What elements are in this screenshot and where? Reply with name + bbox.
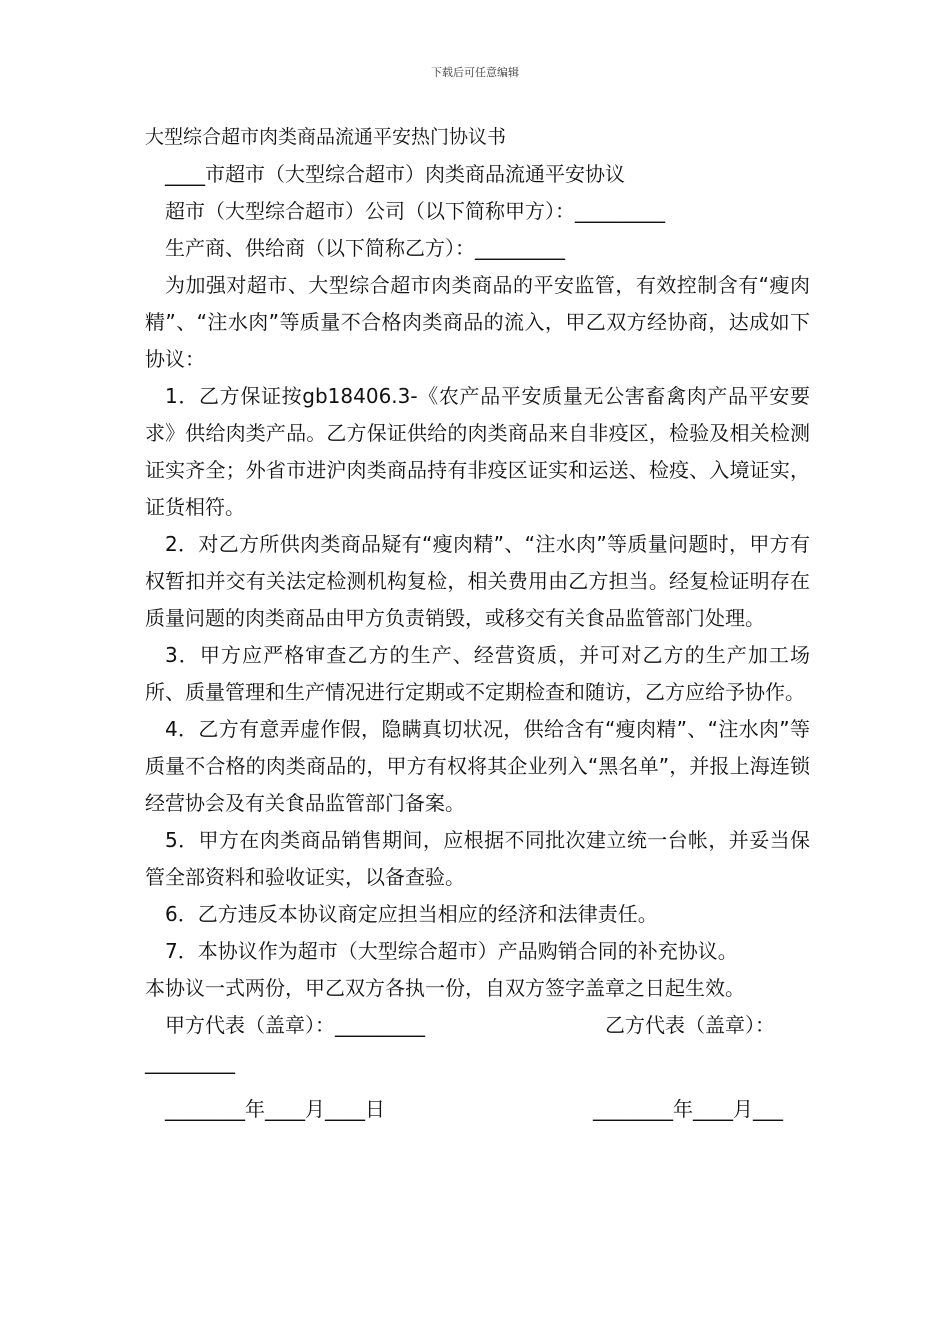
- clause-7: 7．本协议作为超市（大型综合超市）产品购销合同的补充协议。: [165, 939, 738, 963]
- intro-paragraph: 为加强对超市、大型综合超市肉类商品的平安监管，有效控制含有“瘦肉精”、“注水肉”等质量不合格肉类商品的流入，甲乙双方经协商，达成如下协议：: [145, 273, 810, 371]
- party-b-date: ________年____月___: [593, 1097, 783, 1121]
- document-title: 大型综合超市肉类商品流通平安热门协议书: [145, 126, 507, 148]
- clause-6: 6．乙方违反本协议商定应担当相应的经济和法律责任。: [165, 902, 658, 926]
- signature-row: [145, 1007, 810, 1044]
- party-b-line: 生产商、供给商（以下简称乙方）：_________: [165, 236, 565, 260]
- header-note: 下载后可任意编辑: [431, 66, 519, 79]
- clause-4: 4．乙方有意弄虚作假，隐瞒真切状况，供给含有“瘦肉精”、“注水肉”等质量不合格的肉类商品的，甲方有权将其企业列入“黑名单”，并报上海连锁经营协会及有关食品监管部门备案。: [145, 717, 810, 815]
- clause-5: 5．甲方在肉类商品销售期间，应根据不同批次建立统一台帐，并妥当保管全部资料和验收证实，以备查验。: [145, 828, 810, 889]
- clause-3: 3．甲方应严格审查乙方的生产、经营资质，并可对乙方的生产加工场所、质量管理和生产情况进行定期或不定期检查和随访，乙方应给予协作。: [145, 643, 810, 704]
- party-b-signature-line: _________: [145, 1050, 235, 1074]
- document-subtitle: ____市超市（大型综合超市）肉类商品流通平安协议: [165, 162, 625, 186]
- document-body: [145, 118, 810, 1128]
- date-row: [145, 1091, 810, 1128]
- closing-paragraph: 本协议一式两份，甲乙双方各执一份，自双方签字盖章之日起生效。: [145, 976, 745, 1000]
- party-a-signature: 甲方代表（盖章）：_________: [165, 1013, 425, 1037]
- party-a-date: ________年____月____日: [165, 1097, 385, 1121]
- party-b-signature: 乙方代表（盖章）：: [605, 1013, 775, 1037]
- clause-1: 1．乙方保证按gb18406.3-《农产品平安质量无公害畜禽肉产品平安要求》供给肉类产品。乙方保证供给的肉类商品来自非疫区，检验及相关检测证实齐全；外省市进沪肉类商品持有非疫区证实和运送、检疫、入境证实，证货相符。: [145, 384, 810, 519]
- party-a-line: 超市（大型综合超市）公司（以下简称甲方）：_________: [165, 199, 665, 223]
- clause-2: 2．对乙方所供肉类商品疑有“瘦肉精”、“注水肉”等质量问题时，甲方有权暂扣并交有关法定检测机构复检，相关费用由乙方担当。经复检证明存在质量问题的肉类商品由甲方负责销毁，或移交有关食品监管部门处理。: [145, 532, 810, 630]
